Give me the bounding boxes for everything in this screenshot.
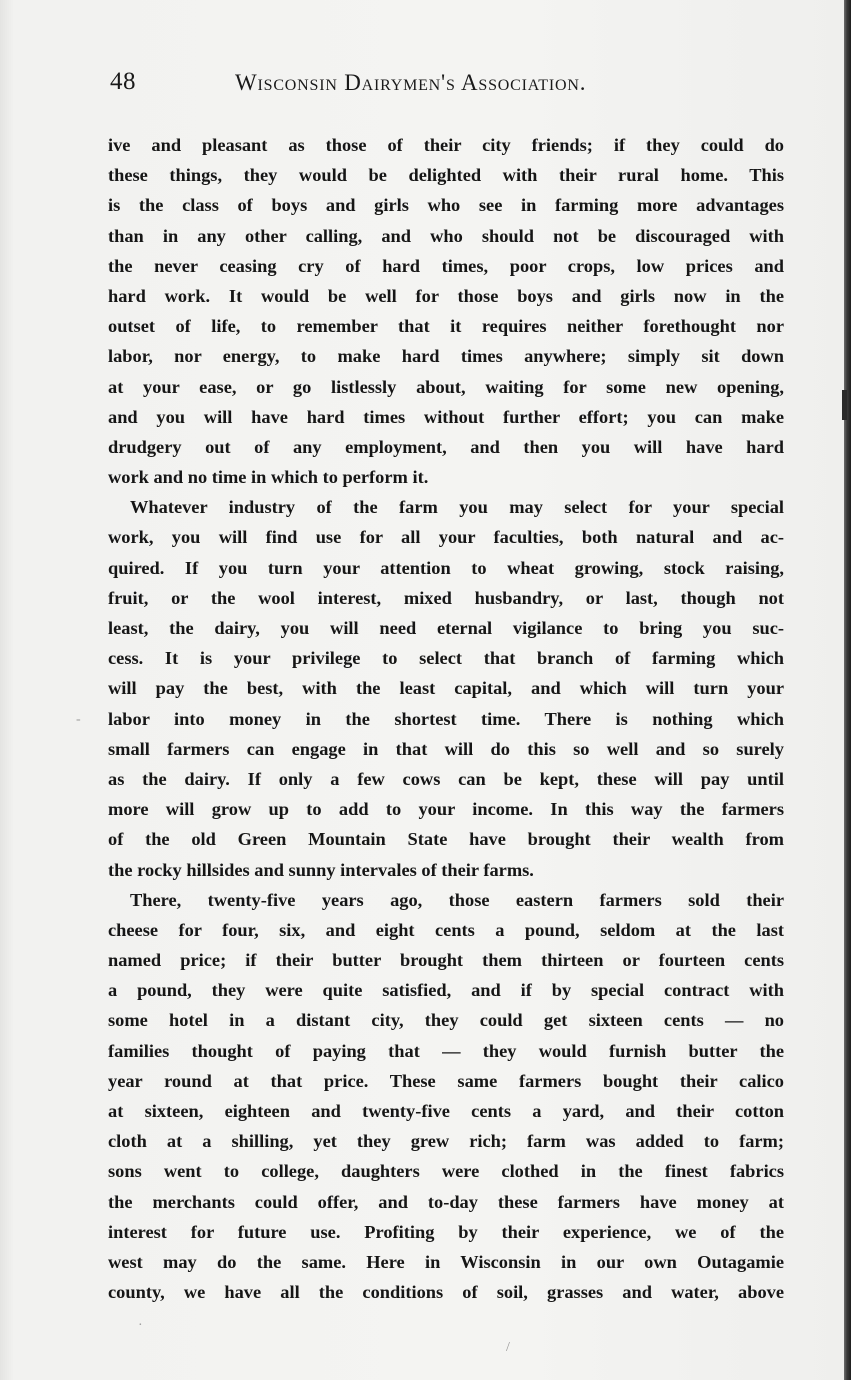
- text-line: cess. It is your privilege to select that branch of farming which: [108, 648, 784, 669]
- body-text: [108, 130, 784, 1307]
- text-line: ive and pleasant as those of their city friends; if they could do: [108, 135, 784, 155]
- running-head: [110, 68, 670, 104]
- text-line: There, twenty-five years ago, those eastern farmers sold their: [130, 889, 784, 910]
- text-line: than in any other calling, and who should not be discouraged with: [108, 225, 784, 246]
- text-line: sons went to college, daughters were clothed in the finest fabrics: [108, 1161, 784, 1182]
- text-line: least, the dairy, you will need eternal vigilance to bring you suc-: [108, 618, 784, 638]
- text-line: of the old Green Mountain State have brought their wealth from: [108, 829, 784, 850]
- text-line: as the dairy. If only a few cows can be kept, these will pay until: [108, 768, 784, 789]
- page-number: 48: [110, 68, 136, 95]
- paragraph-1: [108, 130, 784, 492]
- text-line: families thought of paying that — they would furnish butter the: [108, 1040, 784, 1061]
- text-line: cloth at a shilling, yet they grew rich; farm was added to farm;: [108, 1131, 784, 1152]
- text-line: these things, they would be delighted with their rural home. This: [108, 165, 784, 186]
- text-line: interest for future use. Profiting by their experience, we of the: [108, 1221, 784, 1242]
- text-line: the never ceasing cry of hard times, poor crops, low prices and: [108, 255, 784, 276]
- text-line: more will grow up to add to your income. In this way the farmers: [108, 799, 784, 820]
- paragraph-2: [108, 492, 784, 884]
- text-line: the merchants could offer, and to-day these farmers have money at: [108, 1191, 784, 1212]
- text-line: county, we have all the conditions of soil, grasses and water, above: [108, 1282, 784, 1303]
- text-line: is the class of boys and girls who see in farming more advantages: [108, 195, 784, 216]
- text-line: labor, nor energy, to make hard times anywhere; simply sit down: [108, 346, 784, 367]
- text-line: outset of life, to remember that it requires neither forethought nor: [108, 316, 784, 337]
- text-line: will pay the best, with the least capital, and which will turn your: [108, 678, 784, 699]
- stray-ink-mark: -: [76, 712, 81, 727]
- text-line: a pound, they were quite satisfied, and if by special contract with: [108, 980, 784, 1001]
- running-head-title: Wisconsin Dairymen's Association.: [235, 70, 587, 95]
- text-line: the rocky hillsides and sunny intervales of their farms.: [108, 859, 534, 880]
- text-line: hard work. It would be well for those boys and girls now in the: [108, 285, 784, 306]
- text-line: drudgery out of any employment, and then you will have hard: [108, 436, 784, 457]
- text-line: small farmers can engage in that will do this so well and so surely: [108, 738, 784, 759]
- text-line: work, you will find use for all your faculties, both natural and ac-: [108, 527, 784, 548]
- paragraph-3: [108, 885, 784, 1308]
- text-line: at your ease, or go listlessly about, waiting for some new opening,: [108, 376, 784, 397]
- stray-ink-mark: /: [506, 1340, 510, 1355]
- text-line: work and no time in which to perform it.: [108, 467, 429, 488]
- text-line: and you will have hard times without further effort; you can make: [108, 406, 784, 427]
- text-line: labor into money in the shortest time. There is nothing which: [108, 708, 784, 729]
- text-line: quired. If you turn your attention to wheat growing, stock raising,: [108, 557, 784, 578]
- text-line: year round at that price. These same farmers bought their calico: [108, 1070, 784, 1091]
- stray-ink-mark: ·: [138, 1318, 143, 1333]
- text-line: named price; if their butter brought them thirteen or fourteen cents: [108, 950, 784, 971]
- text-line: at sixteen, eighteen and twenty-five cents a yard, and their cotton: [108, 1101, 784, 1121]
- text-line: Whatever industry of the farm you may select for your special: [130, 497, 784, 518]
- text-line: cheese for four, six, and eight cents a pound, seldom at the last: [108, 919, 784, 940]
- page-edge-shadow: [844, 0, 851, 1380]
- text-line: fruit, or the wool interest, mixed husbandry, or last, though not: [108, 587, 784, 608]
- text-line: some hotel in a distant city, they could get sixteen cents — no: [108, 1010, 784, 1031]
- text-line: west may do the same. Here in Wisconsin in our own Outagamie: [108, 1251, 784, 1272]
- page-edge-tab: [842, 390, 847, 420]
